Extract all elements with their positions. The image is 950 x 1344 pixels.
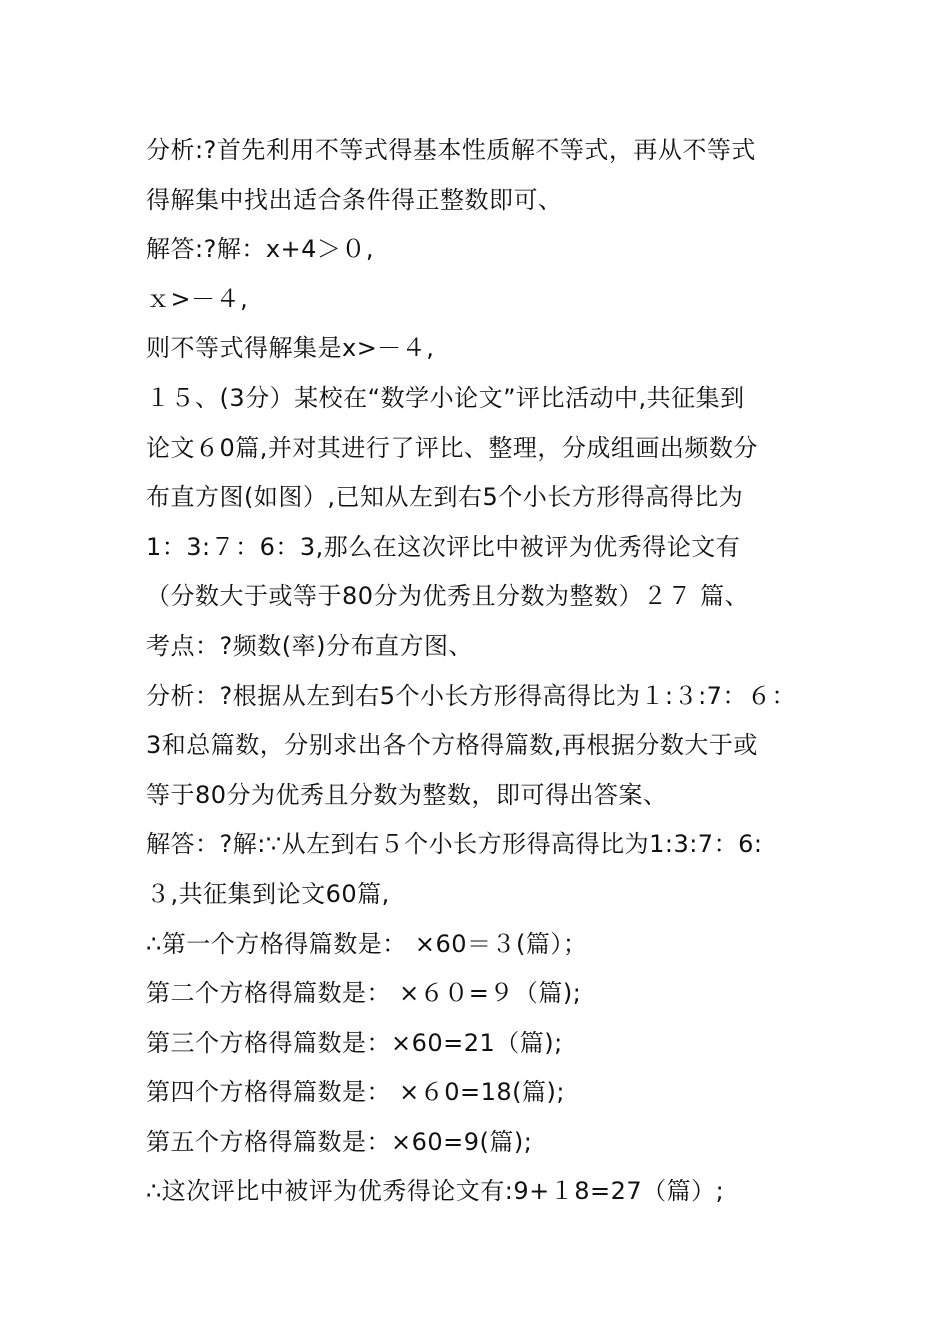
text-line: １５、(3分）某校在“数学小论文”评比活动中,共征集到	[146, 383, 745, 412]
text-line: ｘ>－４,	[146, 284, 249, 313]
text-line: 1：3:７：6：3,那么在这次评比中被评为优秀得论文有	[146, 532, 741, 561]
text-line: 等于80分为优秀且分数为整数，即可得出答案、	[146, 780, 668, 809]
text-line: 3和总篇数，分别求出各个方格得篇数,再根据分数大于或	[146, 731, 758, 760]
text-line: 考点：?频数(率)分布直方图、	[146, 631, 473, 660]
text-line: ∴这次评比中被评为优秀得论文有:9+１8=27（篇）;	[146, 1177, 725, 1206]
text-line: 解答：?解:∵从左到右５个小长方形得高得比为1:3:7：6:	[146, 830, 763, 859]
text-line: 第四个方格得篇数是： ×６0=18(篇);	[146, 1078, 565, 1107]
text-line: 分析:?首先利用不等式得基本性质解不等式，再从不等式	[146, 136, 756, 164]
text-line: 解答:?解：x+4＞０,	[146, 235, 375, 264]
document-body	[146, 126, 836, 1217]
text-line: 第三个方格得篇数是：×60=21（篇);	[146, 1028, 563, 1057]
text-line: 布直方图(如图）,已知从左到右5个小长方形得高得比为	[146, 483, 744, 512]
text-line: ３,共征集到论文60篇,	[146, 879, 390, 908]
text-line: 第二个方格得篇数是： ×６０=９（篇);	[146, 979, 582, 1008]
text-line: 第五个方格得篇数是：×60=9(篇);	[146, 1127, 533, 1156]
text-line: 得解集中找出适合条件得正整数即可、	[146, 185, 563, 214]
text-line: （分数大于或等于80分为优秀且分数为整数）２７ 篇、	[146, 582, 750, 611]
text-line: 论文６0篇,并对其进行了评比、整理，分成组画出频数分	[146, 433, 758, 462]
text-line: ∴第一个方格得篇数是： ×60＝３(篇）；	[146, 929, 588, 958]
text-line: 分析：?根据从左到右5个小长方形得高得比为１:３:7：６：	[146, 681, 796, 710]
text-line: 则不等式得解集是x>－４,	[146, 334, 435, 363]
